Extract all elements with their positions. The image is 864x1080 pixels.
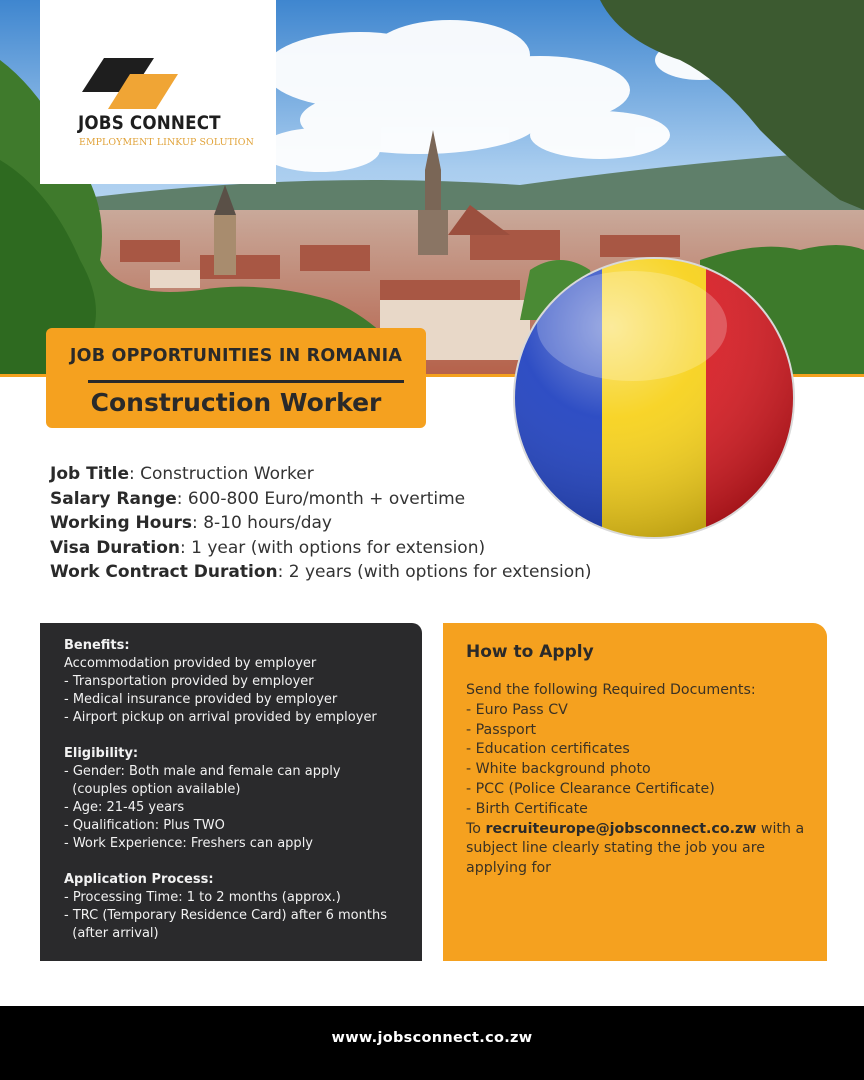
document-item: - Euro Pass CV [466, 701, 568, 718]
detail-label: Work Contract Duration [50, 562, 278, 583]
list-item: - TRC (Temporary Residence Card) after 6 months [64, 908, 387, 923]
detail-contract-duration: Work Contract Duration: 2 years (with options for extension) [50, 562, 592, 583]
list-item: - Medical insurance provided by employer [64, 692, 338, 707]
badge-kicker: JOB OPPORTUNITIES IN ROMANIA [69, 346, 403, 366]
list-item: - Age: 21-45 years [64, 800, 185, 815]
detail-salary-range: Salary Range: 600-800 Euro/month + overtime [50, 488, 466, 509]
footer-bar [0, 1006, 864, 1080]
job-details [50, 462, 670, 585]
detail-label: Salary Range [50, 488, 177, 509]
list-item: - Qualification: Plus TWO [64, 818, 225, 833]
logo-card [40, 0, 276, 184]
list-item: - Processing Time: 1 to 2 months (approx.) [64, 890, 341, 905]
detail-value: 600-800 Euro/month + overtime [187, 488, 466, 509]
eligibility-title: Eligibility: [64, 746, 139, 761]
how-to-apply-panel [443, 623, 827, 961]
benefits-title: Benefits: [64, 638, 130, 653]
process-title: Application Process: [64, 872, 214, 887]
detail-visa-duration: Visa Duration: 1 year (with options for extension) [50, 537, 486, 558]
apply-to-suffix: with a subject line clearly stating the job you are applying for [466, 820, 805, 877]
document-item: - Birth Certificate [466, 800, 588, 817]
detail-value: 8-10 hours/day [203, 513, 332, 534]
apply-instructions [466, 820, 809, 879]
list-item: - Work Experience: Freshers can apply [64, 836, 313, 851]
jobs-connect-logo-icon [82, 56, 182, 112]
apply-title: How to Apply [466, 642, 594, 662]
website-link[interactable]: www.jobsconnect.co.zw [331, 1030, 533, 1046]
list-item: - Gender: Both male and female can apply [64, 764, 341, 779]
document-item: - White background photo [466, 761, 651, 778]
list-item: - Transportation provided by employer [64, 674, 314, 689]
list-item: Accommodation provided by employer [64, 656, 317, 671]
brand-tagline: EMPLOYMENT LINKUP SOLUTION [79, 137, 254, 148]
document-item: - Education certificates [466, 741, 630, 758]
detail-working-hours: Working Hours: 8-10 hours/day [50, 513, 332, 534]
document-item: - PCC (Police Clearance Certificate) [466, 780, 715, 797]
detail-label: Job Title [50, 464, 129, 484]
apply-email-link[interactable]: recruiteurope@jobsconnect.co.zw [485, 820, 757, 837]
detail-value: Construction Worker [140, 464, 314, 484]
detail-value: 2 years (with options for extension) [288, 562, 592, 583]
detail-value: 1 year (with options for extension) [191, 537, 486, 558]
list-item: (after arrival) [64, 926, 159, 941]
detail-label: Working Hours [50, 513, 193, 534]
detail-label: Visa Duration [50, 537, 180, 558]
brand-name: JOBS CONNECT [78, 112, 221, 134]
list-item: - Airport pickup on arrival provided by employer [64, 710, 377, 725]
detail-job-title: Job Title: Construction Worker [50, 464, 314, 484]
benefits-panel [40, 623, 422, 961]
apply-intro: Send the following Required Documents: [466, 682, 756, 698]
document-item: - Passport [466, 721, 537, 738]
apply-to-prefix: To [466, 820, 486, 837]
job-title-heading: Construction Worker [90, 388, 382, 417]
title-badge [46, 328, 426, 428]
badge-divider [88, 380, 404, 383]
list-item: (couples option available) [64, 782, 241, 797]
